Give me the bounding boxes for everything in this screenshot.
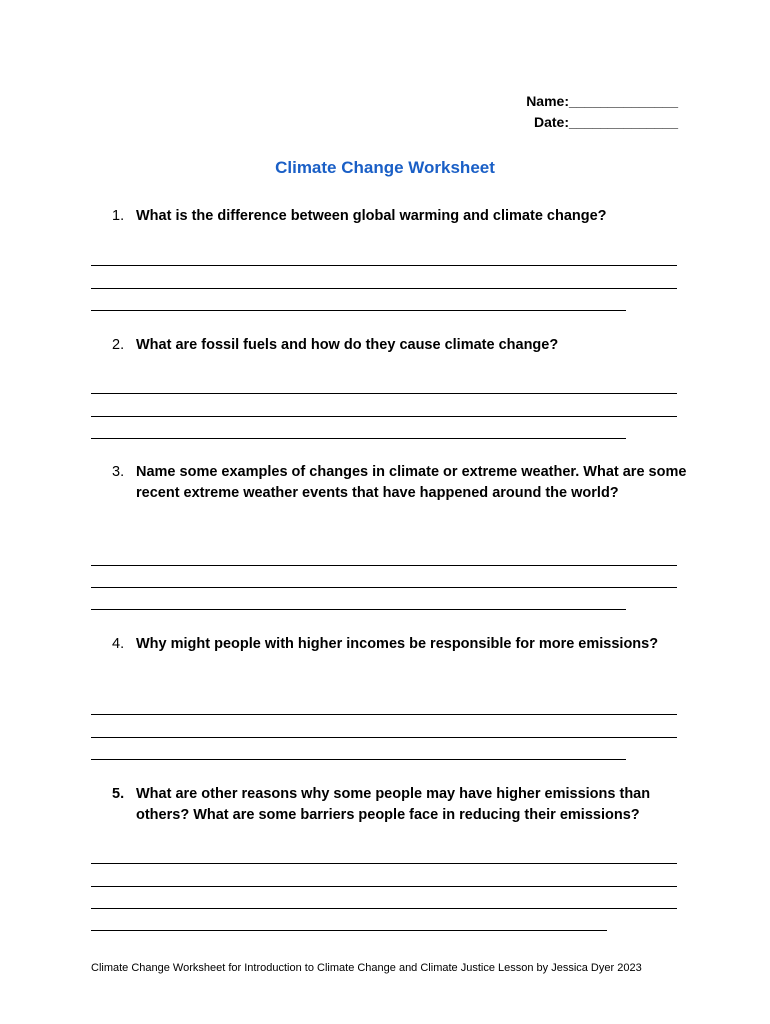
question-5 xyxy=(112,784,692,826)
footer-credit: Climate Change Worksheet for Introduction to Climate Change and Climate Justice Lesson by Jessica Dyer 2023 xyxy=(91,962,642,974)
question-text: What are fossil fuels and how do they cause climate change? xyxy=(136,337,559,353)
answer-line[interactable] xyxy=(91,908,677,909)
answer-line[interactable] xyxy=(91,863,677,864)
answer-line[interactable] xyxy=(91,737,677,738)
question-number: 4. xyxy=(112,636,125,652)
answer-line[interactable] xyxy=(91,416,677,417)
answer-line[interactable] xyxy=(91,886,677,887)
answer-line[interactable] xyxy=(91,759,626,760)
answer-line[interactable] xyxy=(91,288,677,289)
question-1 xyxy=(112,206,692,227)
question-number: 3. xyxy=(112,464,125,480)
question-2 xyxy=(112,335,692,356)
answer-line[interactable] xyxy=(91,393,677,394)
question-number: 5. xyxy=(112,786,125,802)
question-3 xyxy=(112,462,692,504)
answer-line[interactable] xyxy=(91,587,677,588)
question-number: 2. xyxy=(112,337,125,353)
question-text: What is the difference between global warming and climate change? xyxy=(136,208,607,224)
question-text: Name some examples of changes in climate or extreme weather. What are some recent extreme weather events that have happened around the world? xyxy=(136,464,687,501)
answer-line[interactable] xyxy=(91,714,677,715)
answer-line[interactable] xyxy=(91,310,626,311)
answer-line[interactable] xyxy=(91,438,626,439)
answer-line[interactable] xyxy=(91,265,677,266)
answer-line[interactable] xyxy=(91,930,607,931)
name-field-label: Name:______________ xyxy=(526,93,678,109)
question-4 xyxy=(112,634,692,655)
answer-line[interactable] xyxy=(91,565,677,566)
answer-line[interactable] xyxy=(91,609,626,610)
question-text: What are other reasons why some people may have higher emissions than others? What are some barriers people face in reducing their emissions? xyxy=(136,786,651,823)
question-text: Why might people with higher incomes be responsible for more emissions? xyxy=(136,636,659,652)
worksheet-title: Climate Change Worksheet xyxy=(275,158,495,177)
date-field-label: Date:______________ xyxy=(533,114,678,130)
question-number: 1. xyxy=(112,208,125,224)
